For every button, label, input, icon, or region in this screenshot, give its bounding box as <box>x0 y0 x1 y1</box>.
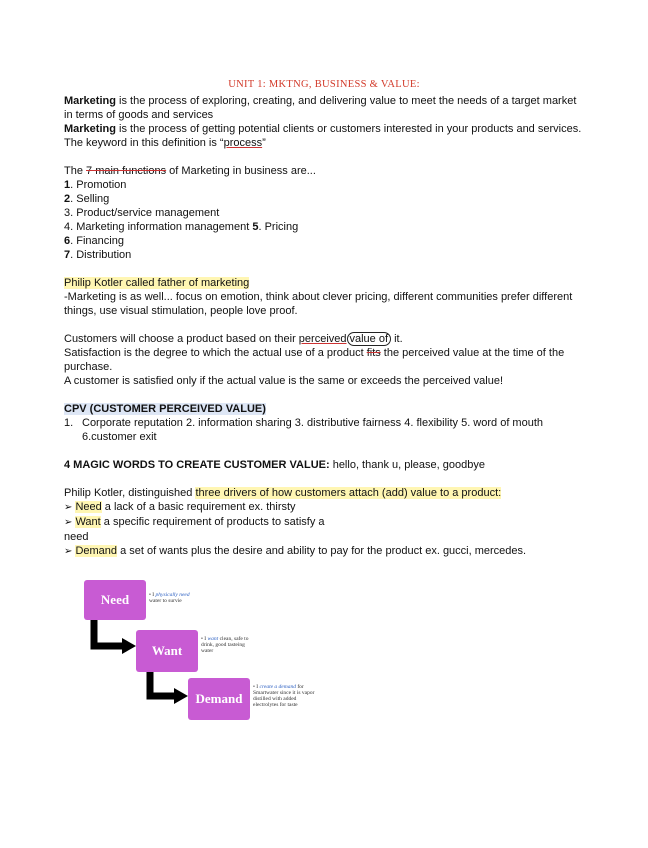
arrow-icon: ➢ <box>64 517 73 528</box>
need-want-demand-diagram <box>84 578 324 728</box>
magic-words: 4 MAGIC WORDS TO CREATE CUSTOMER VALUE: hello, thank u, please, goodbye <box>64 459 485 471</box>
function-item: 2. Selling <box>64 193 110 205</box>
function-item: 6. Financing <box>64 235 124 247</box>
function-item: 3. Product/service management <box>64 207 220 219</box>
kotler-note: -Marketing is as well... focus on emotion, think about clever pricing, different communities prefer different things, use visual stimulation, people love proof. <box>64 291 573 317</box>
demand-item: ➢ Demand a set of wants plus the desire and ability to pay for the product ex. gucci, mercedes. <box>64 545 527 557</box>
satisfaction-line: Satisfaction is the degree to which the actual use of a product fits the perceived value at the time of the purchase. <box>64 347 565 373</box>
drivers-intro: Philip Kotler, distinguished three drivers of how customers attach (add) value to a product: <box>64 487 502 499</box>
arrow-icon: ➢ <box>64 502 73 513</box>
need-box: Need <box>84 580 146 620</box>
satisfied-line: A customer is satisfied only if the actual value is the same or exceeds the perceived value! <box>64 375 504 387</box>
functions-intro: The 7 main functions of Marketing in business are... <box>64 165 316 177</box>
unit-title: UNIT 1: MKTNG, BUSINESS & VALUE: <box>228 79 420 90</box>
circled-value-of: value of <box>347 332 392 346</box>
arrow-icon: ➢ <box>64 546 73 557</box>
definition-2: Marketing is the process of getting potential clients or customers interested in your products and services. The keyword in this definition is “process” <box>64 123 582 149</box>
need-note: • I physically need water to survie <box>149 592 190 604</box>
demand-box: Demand <box>188 678 250 720</box>
perceived-line: Customers will choose a product based on their perceived value of it. <box>64 333 403 345</box>
definition-1: Marketing is the process of exploring, creating, and delivering value to meet the needs of a target market in terms of goods and services <box>64 95 577 121</box>
cpv-heading: CPV (CUSTOMER PERCEIVED VALUE) <box>64 403 266 415</box>
want-box: Want <box>136 630 198 672</box>
want-item-cont: need <box>64 531 89 543</box>
document-page <box>64 78 584 559</box>
function-item: 4. Marketing information management 5. Pricing <box>64 221 299 233</box>
function-item: 1. Promotion <box>64 179 127 191</box>
function-item: 7. Distribution <box>64 249 132 261</box>
need-item: ➢ Need a lack of a basic requirement ex. thirsty <box>64 501 296 513</box>
demand-note: • I create a demand for Smartwater since it is vapor distilled with added electrolytes for taste <box>253 684 315 708</box>
want-note: • I want clean, safe to drink, good tasteing water <box>201 636 249 654</box>
cpv-list-item: 1. Corporate reputation 2. information sharing 3. distributive fairness 4. flexibility 5. word of mouth 6.customer exit <box>64 417 544 443</box>
kotler-line: Philip Kotler called father of marketing <box>64 277 250 289</box>
want-item: ➢ Want a specific requirement of products to satisfy a <box>64 516 325 528</box>
keyword-process: process <box>223 137 263 149</box>
